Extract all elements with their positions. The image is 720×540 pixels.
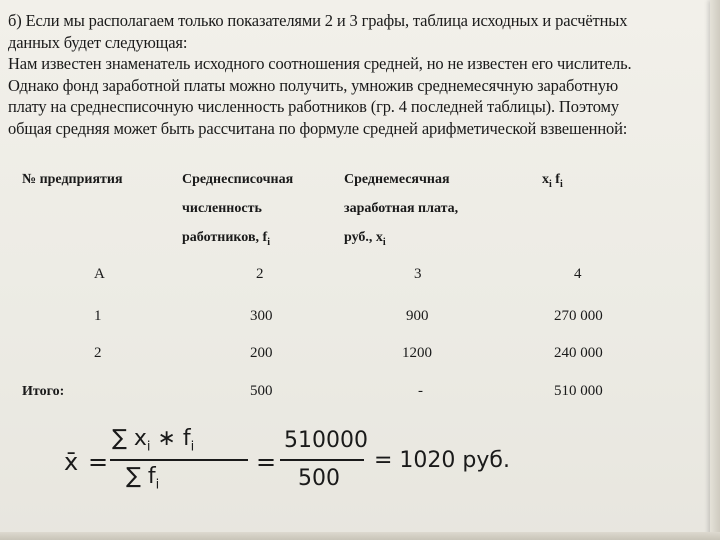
intro-line-3: Нам известен знаменатель исходного соотношения средней, но не известен его числитель. [8, 54, 632, 73]
header-headcount-line1: Среднесписочная [182, 172, 294, 187]
formula-result: = 1020 руб. [374, 448, 510, 473]
row2-product: 240 000 [554, 345, 603, 361]
row1-enterprise: 1 [94, 308, 102, 324]
header-product: $x_i$ $f_i$ [542, 172, 563, 190]
header-headcount-line2: численность [182, 201, 262, 216]
total-headcount: 500 [250, 383, 273, 399]
row1-salary: 900 [406, 308, 429, 324]
index-cell-a: А [94, 266, 105, 282]
page-edge-bottom [0, 532, 720, 540]
intro-line-5: плату на среднесписочную численность работников (гр. 4 последней таблицы). Поэтому [8, 97, 619, 116]
header-enterprise-number: № предприятия [22, 172, 123, 187]
header-salary-line1: Среднемесячная [344, 172, 450, 187]
header-salary-line3: руб., $x_i$ [344, 230, 386, 248]
index-cell-3: 3 [414, 266, 422, 282]
total-product: 510 000 [554, 383, 603, 399]
formula-equals-1: = [88, 448, 109, 476]
intro-line-6: общая средняя может быть рассчитана по формуле средней арифметической взвешенной: [8, 118, 628, 138]
intro-line-4: Однако фонд заработной платы можно получить, умножив среднемесячную заработную [8, 75, 619, 95]
formula-mean-symbol: x̄ [64, 448, 79, 476]
formula-equals-2: = [256, 448, 277, 476]
row2-salary: 1200 [402, 345, 432, 361]
row2-headcount: 200 [250, 345, 273, 361]
formula-value-numerator: 510000 [284, 428, 368, 453]
formula-denominator: ∑ $f_i$ [126, 464, 160, 493]
row2-enterprise: 2 [94, 345, 102, 361]
total-salary: - [418, 383, 423, 399]
formula-numerator: ∑ $x_i$ ∗ $f_i$ [112, 426, 195, 455]
intro-line-1: б) Если мы располагаем только показателями 2 и 3 графы, таблица исходных и расчётных [8, 11, 628, 30]
index-cell-4: 4 [574, 266, 582, 282]
weighted-mean-formula [64, 424, 510, 500]
header-salary-line2: заработная плата, [344, 201, 459, 216]
intro-line-2: данных будет следующая: [8, 32, 188, 52]
formula-fraction-bar-2 [280, 459, 364, 461]
formula-value-denominator: 500 [298, 466, 340, 491]
index-cell-2: 2 [256, 266, 264, 282]
row1-product: 270 000 [554, 308, 603, 324]
intro-text [8, 10, 708, 139]
page-edge-right [710, 0, 720, 540]
row1-headcount: 300 [250, 308, 273, 324]
formula-fraction-bar-1 [110, 459, 248, 461]
header-headcount-line3: работников, $f_i$ [182, 230, 270, 248]
total-label: Итого: [22, 384, 65, 399]
